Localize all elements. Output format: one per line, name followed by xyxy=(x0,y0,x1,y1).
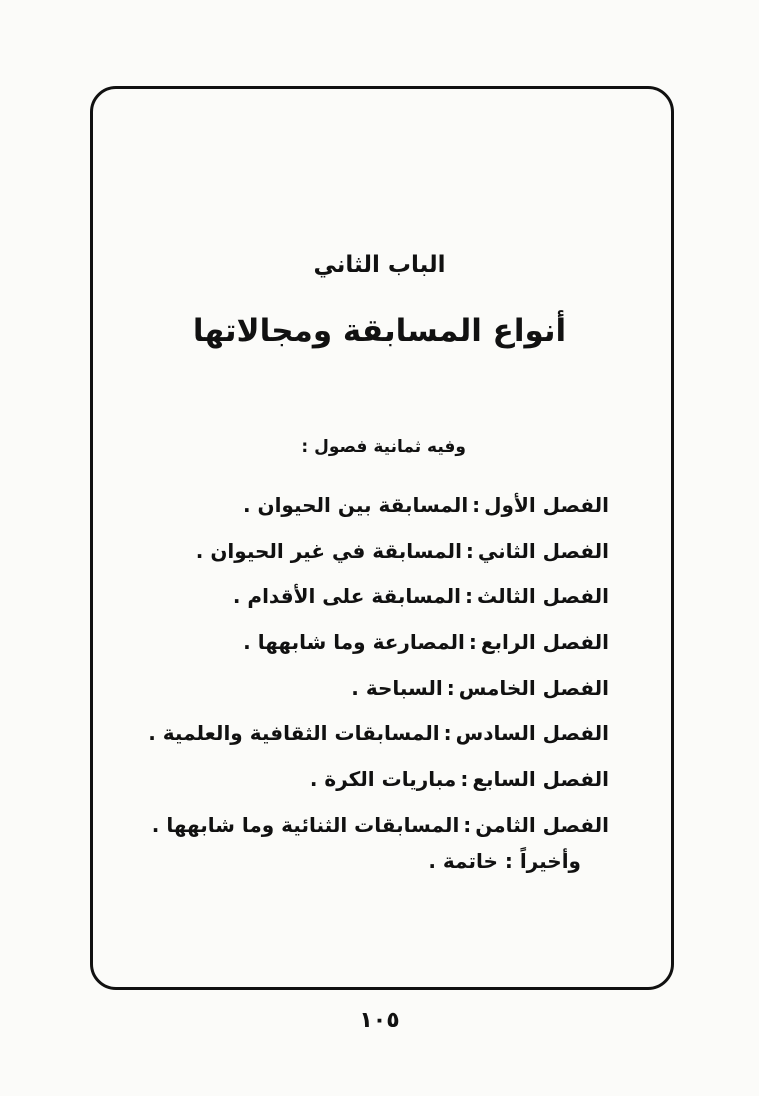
chapter-name: الفصل الثالث xyxy=(476,584,609,609)
chapter-name: الفصل الأول xyxy=(484,493,609,517)
closing-title: خاتمة . xyxy=(428,849,498,873)
chapters-intro: وفيه ثمانية فصول : xyxy=(301,437,466,457)
chapter-item-6: الفصل السادس:المسابقات الثقافية والعلمية . xyxy=(148,721,609,746)
part-label: الباب الثاني xyxy=(313,252,446,278)
chapter-name: الفصل السابع xyxy=(472,767,609,792)
chapter-item-4: الفصل الرابع:المصارعة وما شابهها . xyxy=(243,630,609,655)
chapter-item-8: الفصل الثامن:المسابقات الثنائية وما شابهها . xyxy=(151,812,609,837)
chapter-list xyxy=(148,485,609,851)
chapter-item-5: الفصل الخامس:السباحة . xyxy=(351,675,609,700)
chapter-title: السباحة . xyxy=(351,675,443,700)
part-title: أنواع المسابقة ومجالاتها xyxy=(192,313,567,349)
chapter-title: المسابقة في غير الحيوان . xyxy=(195,538,462,563)
closing-name: وأخيراً xyxy=(519,849,581,873)
chapter-title: المصارعة وما شابهها . xyxy=(243,630,465,655)
chapter-name: الفصل الخامس xyxy=(458,675,609,700)
chapter-title: المسابقة بين الحيوان . xyxy=(242,493,469,517)
chapter-title: المسابقات الثنائية وما شابهها . xyxy=(151,812,460,837)
chapter-item-2: الفصل الثاني:المسابقة في غير الحيوان . xyxy=(195,538,609,563)
closing-item: وأخيراً : خاتمة . xyxy=(428,849,581,873)
chapter-name: الفصل الثاني xyxy=(477,538,609,563)
chapter-title: المسابقة على الأقدام . xyxy=(232,584,461,609)
chapter-item-1: الفصل الأول:المسابقة بين الحيوان . xyxy=(242,493,609,517)
chapter-title: المسابقات الثقافية والعلمية . xyxy=(148,721,440,746)
chapter-name: الفصل الثامن xyxy=(475,812,609,837)
chapter-title: مباريات الكرة . xyxy=(309,767,457,792)
page-number: ١٠٥ xyxy=(359,1008,400,1033)
chapter-name: الفصل الرابع xyxy=(480,630,609,655)
chapter-item-7: الفصل السابع:مباريات الكرة . xyxy=(309,767,609,792)
chapter-item-3: الفصل الثالث:المسابقة على الأقدام . xyxy=(232,584,609,609)
chapter-name: الفصل السادس xyxy=(455,721,609,746)
